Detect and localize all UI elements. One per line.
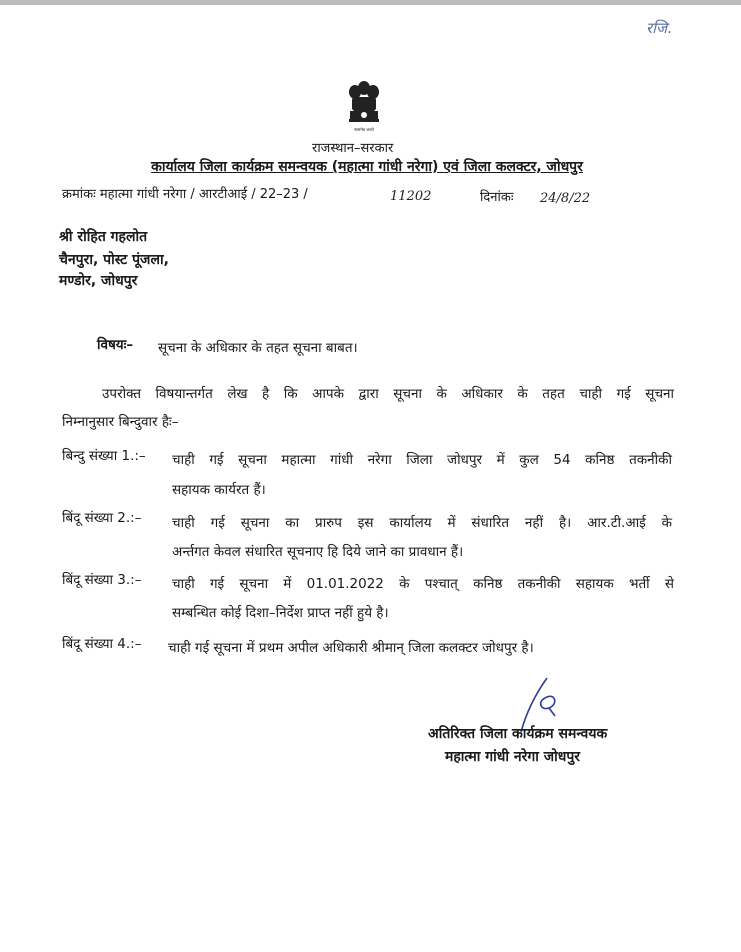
point-2-label: बिंदू संख्या 2.:– (62, 510, 142, 526)
subject-text: सूचना के अधिकार के तहत सूचना बाबत। (158, 340, 358, 356)
intro-line2: निम्नानुसार बिन्दुवार हैः– (62, 414, 179, 430)
date-handwritten: 24/8/22 (540, 191, 591, 206)
point-1-line1: चाही गई सूचना महात्मा गांधी नरेगा जिला जोधपुर में कुल 54 कनिष्ठ तकनीकी (172, 452, 672, 468)
point-2-line1: चाही गई सूचना का प्रारुप इस कार्यालय में संधारित नहीं है। आर.टी.आई के (172, 515, 672, 531)
handwritten-note: रजि. (646, 19, 672, 37)
point-2-line2: अर्न्तगत केवल संधारित सूचनाए हि दिये जाने का प्रावधान हैं। (172, 544, 464, 560)
recipient-address-line1: चैनपुरा, पोस्ट पूंजला, (59, 252, 169, 268)
date-label: दिनांकः (480, 190, 514, 205)
point-3-label: बिंदू संख्या 3.:– (62, 572, 142, 588)
signatory-designation: अतिरिक्त जिला कार्यक्रम समन्वयक (428, 726, 608, 742)
state-emblem-icon (344, 78, 384, 136)
point-4-line1: चाही गई सूचना में प्रथम अपील अधिकारी श्रीमान् जिला कलक्टर जोधपुर है। (168, 640, 534, 656)
reference-number-handwritten: 11202 (390, 189, 432, 204)
government-line: राजस्थान–सरकार (312, 141, 394, 156)
point-1-label: बिन्दु संख्या 1.:– (62, 448, 146, 464)
signatory-office: महात्मा गांधी नरेगा जोधपुर (445, 749, 581, 765)
point-1-line2: सहायक कार्यरत हैं। (172, 482, 266, 498)
recipient-name: श्री रोहित गहलोत (59, 229, 148, 245)
reference-number-label: क्रमांकः महात्मा गांधी नरेगा / आरटीआई / 22–23 / (62, 187, 308, 202)
point-3-line1: चाही गई सूचना में 01.01.2022 के पश्चात् कनिष्ठ तकनीकी सहायक भर्ती से (172, 576, 674, 592)
top-edge-strip (0, 0, 741, 5)
point-3-line2: सम्बन्धित कोई दिशा–निर्देश प्राप्त नहीं हुये है। (172, 605, 389, 621)
emblem-caption: सत्यमेव जयते (354, 127, 374, 132)
point-4-label: बिंदू संख्या 4.:– (62, 636, 142, 652)
subject-label: विषयः– (97, 337, 134, 353)
intro-line1: उपरोक्त विषयान्तर्गत लेख है कि आपके द्वारा सूचना के अधिकार के तहत चाही गई सूचना (102, 386, 674, 402)
office-heading: कार्यालय जिला कार्यक्रम समन्वयक (महात्मा गांधी नरेगा) एवं जिला कलक्टर, जोधपुर (151, 159, 583, 175)
recipient-address-line2: मण्डोर, जोधपुर (59, 273, 138, 289)
